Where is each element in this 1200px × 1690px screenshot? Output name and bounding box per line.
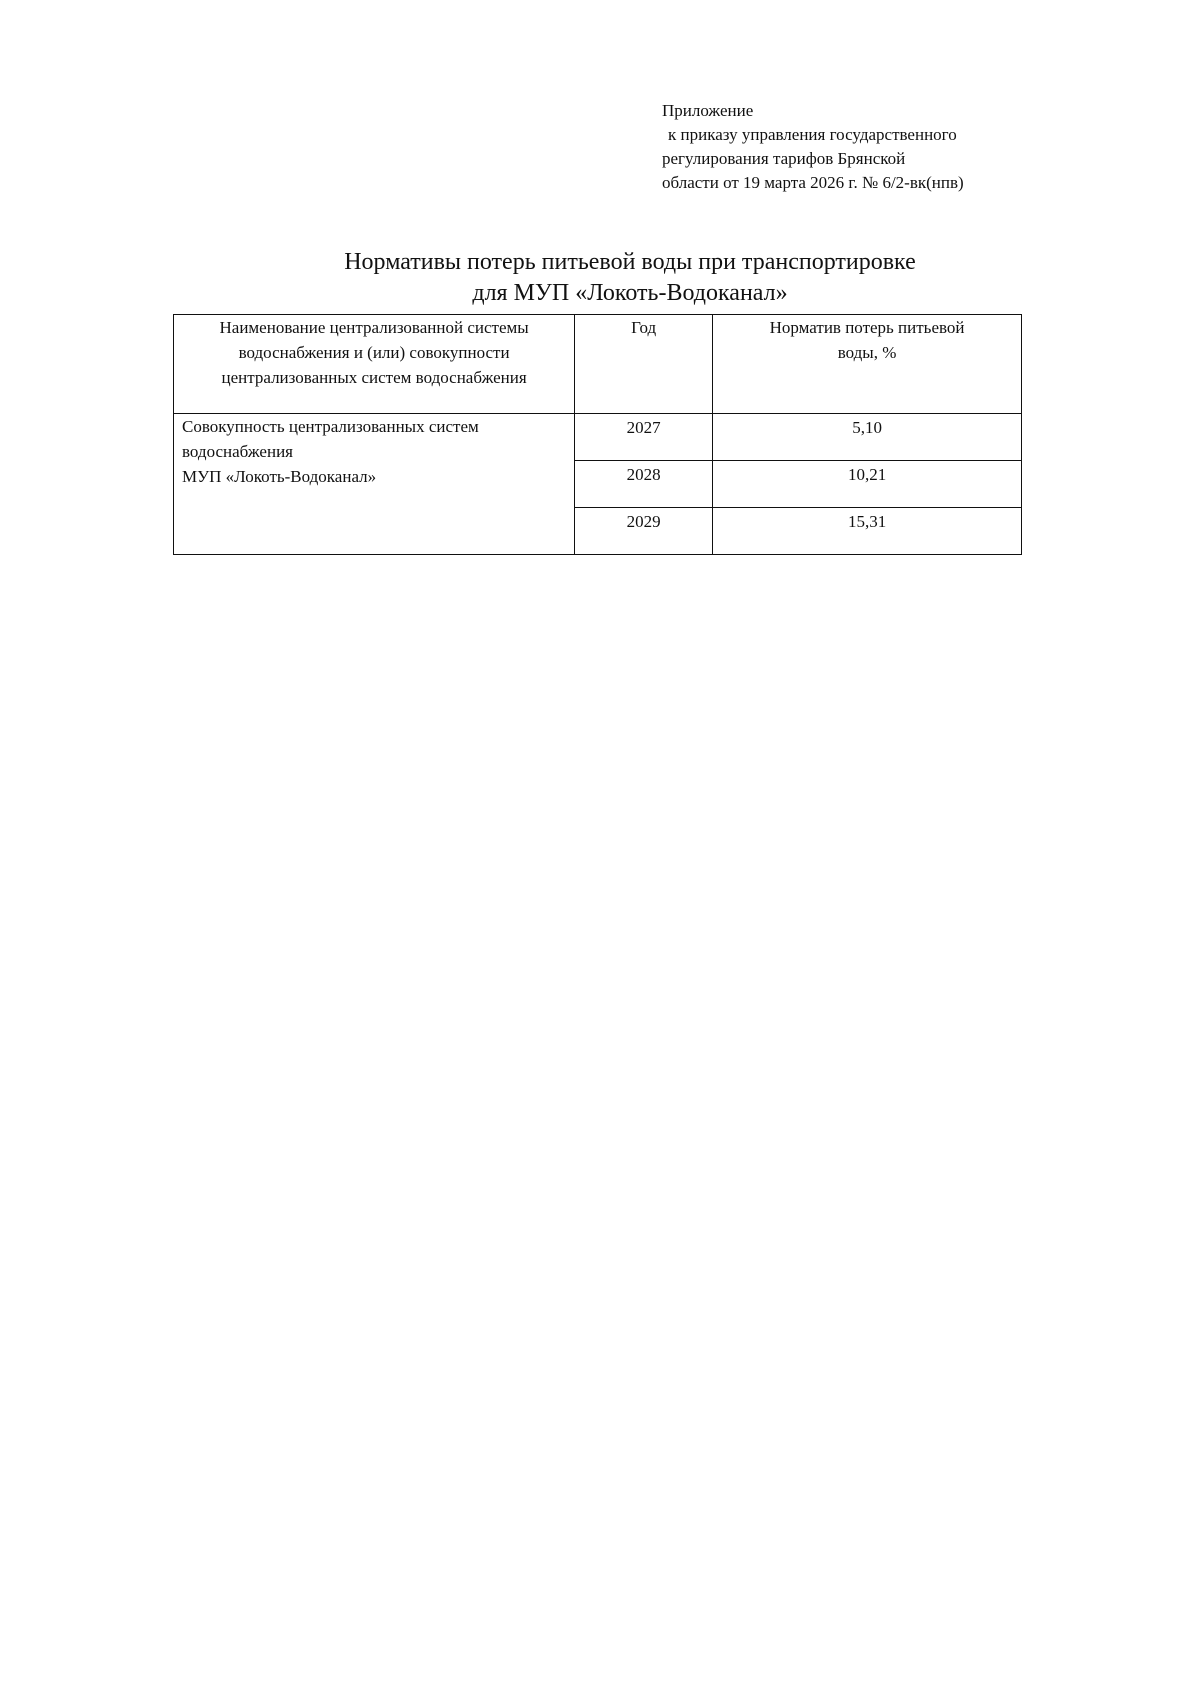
system-line: Совокупность централизованных систем	[182, 417, 479, 436]
table-row	[174, 414, 1022, 461]
appendix-line: к приказу управления государственного	[668, 125, 957, 144]
header-line: централизованных систем водоснабжения	[221, 368, 527, 387]
norm-value-cell: 5,10	[713, 414, 1022, 461]
header-year: Год	[575, 315, 713, 414]
norm-value-cell: 15,31	[713, 508, 1022, 555]
system-line: водоснабжения	[182, 442, 293, 461]
year-cell: 2027	[575, 414, 713, 461]
header-norm	[713, 315, 1022, 414]
system-name-cell	[174, 414, 575, 555]
header-line: водоснабжения и (или) совокупности	[238, 343, 510, 362]
title-line: Нормативы потерь питьевой воды при транспортировке	[344, 249, 916, 275]
appendix-line: регулирования тарифов Брянской	[662, 149, 906, 168]
table-header-row	[174, 315, 1022, 414]
appendix-line: области от 19 марта 2026 г. № 6/2-вк(нпв)	[662, 173, 964, 192]
header-line: Наименование централизованной системы	[219, 318, 529, 337]
appendix-line: Приложение	[662, 101, 754, 120]
year-cell: 2028	[575, 461, 713, 508]
title-line: для МУП «Локоть-Водоканал»	[472, 280, 788, 306]
header-line: воды, %	[837, 343, 897, 362]
norm-value-cell: 10,21	[713, 461, 1022, 508]
document-title	[150, 247, 1110, 309]
header-line: Норматив потерь питьевой	[769, 318, 965, 337]
losses-table	[173, 314, 1022, 555]
appendix-note	[662, 99, 964, 195]
header-system-name	[174, 315, 575, 414]
year-cell: 2029	[575, 508, 713, 555]
system-line: МУП «Локоть-Водоканал»	[182, 467, 377, 486]
